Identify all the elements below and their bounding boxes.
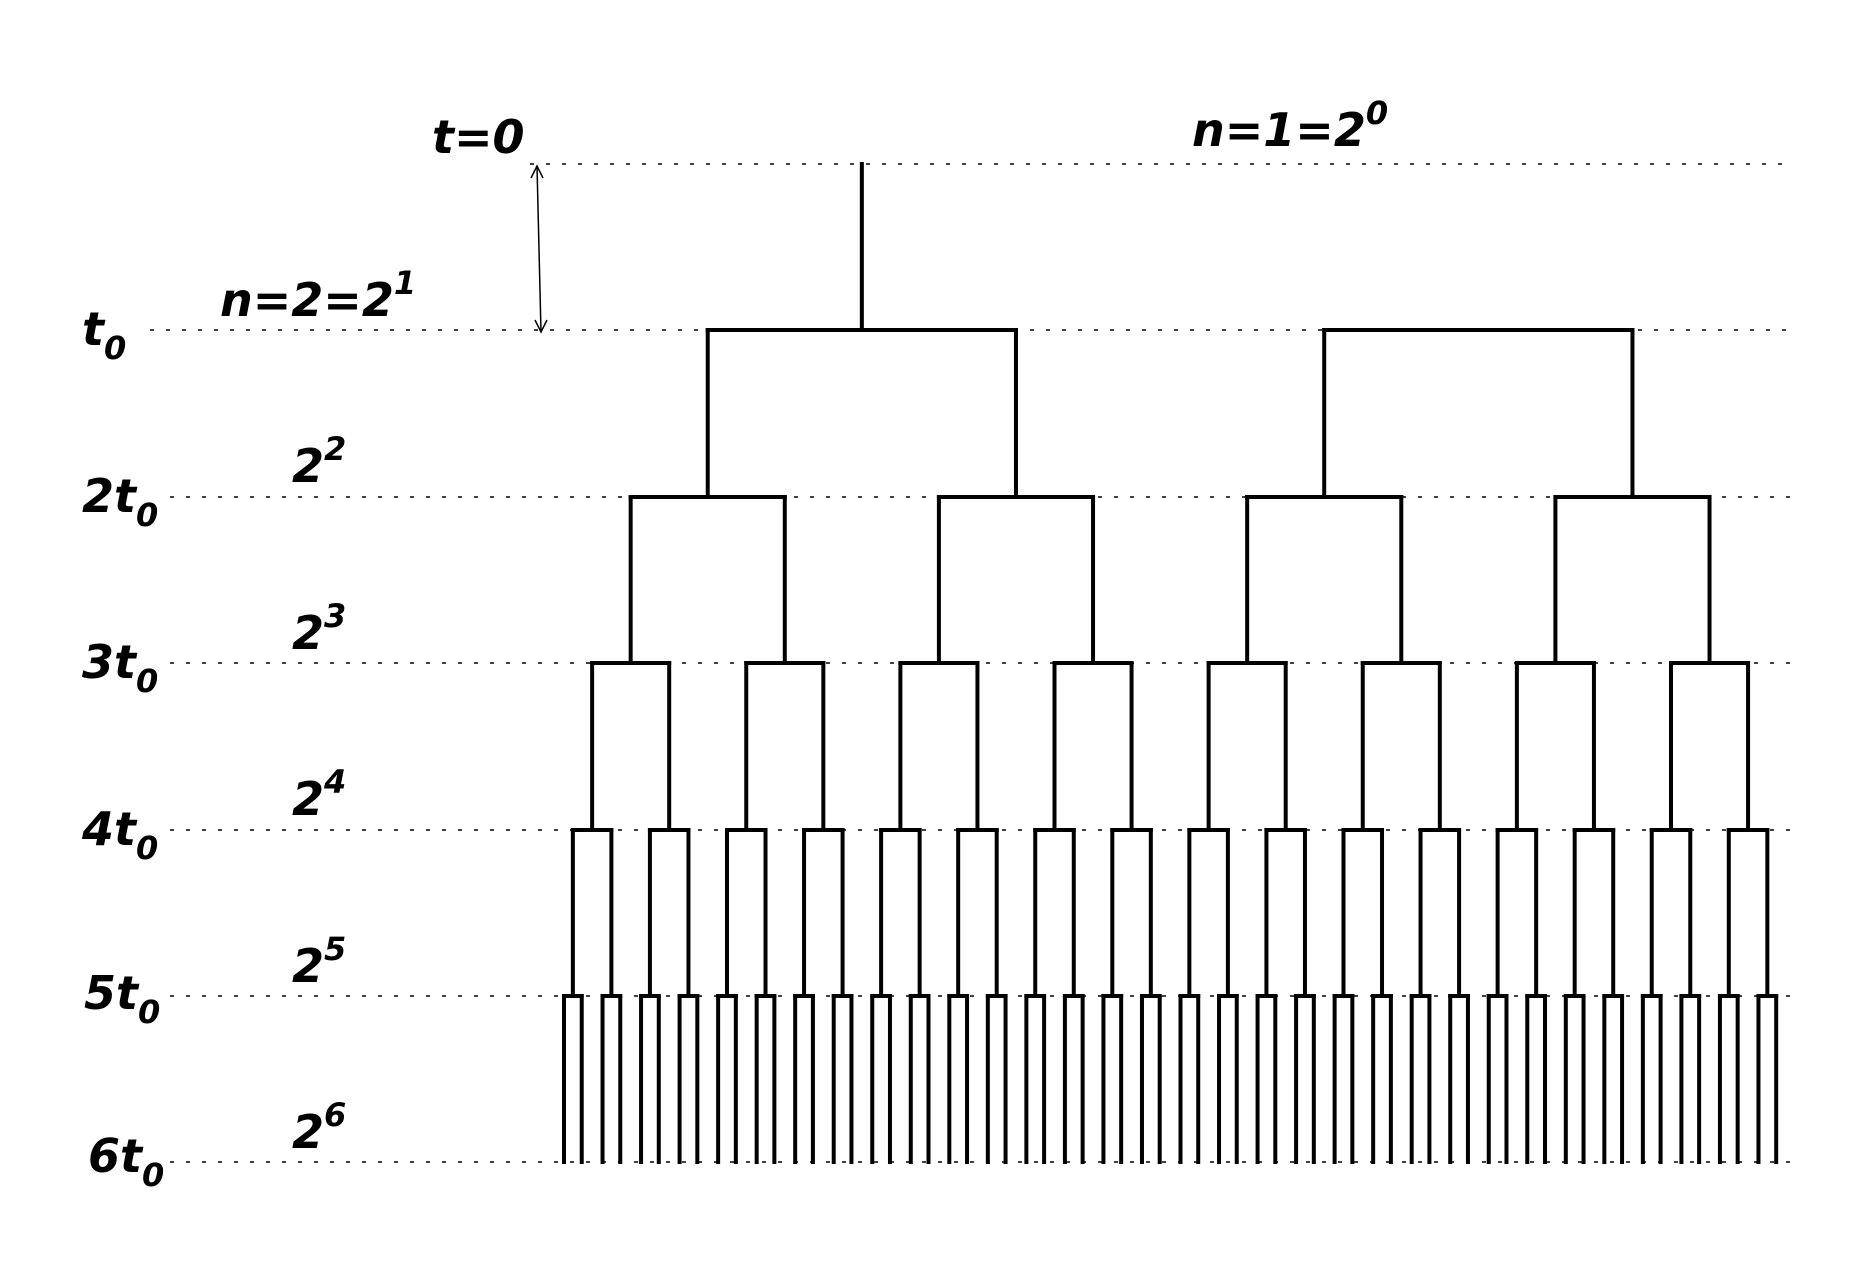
count-label-0: $n=1=2^0$ bbox=[1192, 94, 1389, 157]
count-label-4: $2^4$ bbox=[292, 763, 347, 826]
count-label-2: $2^2$ bbox=[292, 430, 347, 493]
count-label-5: $2^5$ bbox=[292, 930, 347, 993]
interval-arrow-shaft bbox=[537, 166, 541, 332]
count-label-6: $2^6$ bbox=[292, 1096, 347, 1159]
count-label-1: $n=2=2^1$ bbox=[220, 264, 417, 327]
interval-arrow bbox=[531, 166, 547, 332]
time-label-4: $4t_0$ bbox=[82, 802, 159, 867]
time-label-2: $2t_0$ bbox=[82, 469, 159, 534]
time-label-5: $5t_0$ bbox=[84, 966, 161, 1031]
time-label-1: $t_0$ bbox=[82, 302, 127, 367]
time-label-3: $3t_0$ bbox=[82, 635, 159, 700]
binary-tree bbox=[564, 164, 1776, 1162]
time-label-6: $6t_0$ bbox=[88, 1129, 165, 1194]
count-label-3: $2^3$ bbox=[292, 597, 347, 660]
time-label-0: t=0 bbox=[432, 110, 525, 164]
